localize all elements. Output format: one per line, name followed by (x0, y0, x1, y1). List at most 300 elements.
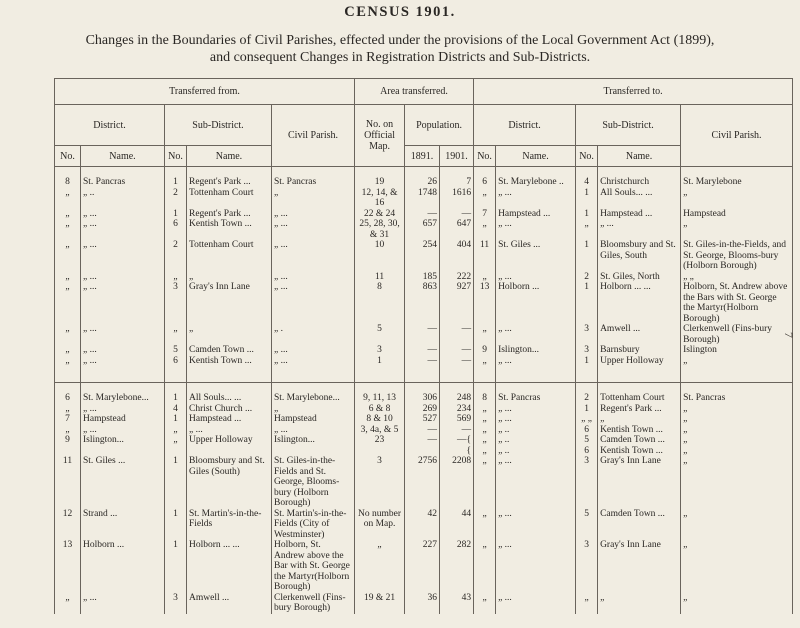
header-no: No. (55, 146, 81, 167)
pop-1891-cell: 657 (405, 219, 440, 240)
to-district-name-cell: „ ... (496, 509, 576, 541)
from-district-name-cell: „ ... (81, 219, 165, 240)
from-district-name-cell: „ ... (81, 272, 165, 283)
to-district-name-cell: „ .. (496, 446, 576, 457)
to-civil-parish-cell: St. Giles-in-the-Fields, and St. George, Blooms-bury (Holborn Borough) (681, 240, 793, 272)
from-district-no-cell: „ (55, 240, 81, 272)
from-district-name-cell: „ ... (81, 324, 165, 345)
subtitle-line-1: Changes in the Boundaries of Civil Parishes, effected under the provisions of the Local Government Act (1899), (85, 33, 715, 48)
pop-1901-cell: 222 (440, 272, 474, 283)
from-civil-parish-cell: „ ... (272, 282, 355, 324)
from-district-name-cell: Hampstead (81, 414, 165, 425)
to-subdistrict-no-cell: 1 (576, 188, 598, 209)
map-number-cell: 19 (355, 177, 405, 188)
to-civil-parish-cell: „ (681, 435, 793, 446)
pop-1891-cell: — (405, 435, 440, 446)
to-district-no-cell: 6 (474, 177, 496, 188)
header-to-district: District. (474, 105, 576, 146)
from-subdistrict-name-cell: St. Martin's-in-the-Fields (187, 509, 272, 541)
table-row (55, 240, 793, 272)
from-district-name-cell: „ ... (81, 593, 165, 614)
table-row (55, 209, 793, 220)
to-subdistrict-name-cell: Regent's Park ... (598, 404, 681, 415)
to-district-name-cell: „ ... (496, 219, 576, 240)
map-number-cell: „ (355, 540, 405, 593)
from-subdistrict-no-cell: 1 (165, 456, 187, 509)
to-subdistrict-name-cell: Barnsbury (598, 345, 681, 356)
from-district-no-cell: 8 (55, 177, 81, 188)
to-subdistrict-no-cell: 5 (576, 509, 598, 541)
from-district-name-cell: „ ... (81, 356, 165, 367)
pop-1901-cell: 2208 (440, 456, 474, 509)
table-row (55, 393, 793, 404)
from-civil-parish-cell: „ ... (272, 356, 355, 367)
to-district-no-cell: 9 (474, 345, 496, 356)
from-district-no-cell: „ (55, 345, 81, 356)
to-subdistrict-no-cell: 2 (576, 393, 598, 404)
to-civil-parish-cell: Holborn, St. Andrew above the Bars with St. George the Martyr(Holborn Borough) (681, 282, 793, 324)
from-civil-parish-cell: St. Pancras (272, 177, 355, 188)
to-district-name-cell: „ ... (496, 324, 576, 345)
table-row (55, 509, 793, 541)
to-district-no-cell: „ (474, 324, 496, 345)
page-title: CENSUS 1901. (344, 4, 456, 20)
to-district-name-cell: St. Giles ... (496, 240, 576, 272)
table-row (55, 425, 793, 436)
from-subdistrict-name-cell (187, 446, 272, 457)
subtitle-line-2: and consequent Changes in Registration Districts and Sub-Districts. (209, 50, 591, 65)
to-subdistrict-name-cell: „ (598, 414, 681, 425)
pop-1891-cell (405, 446, 440, 457)
to-civil-parish-cell: „ (681, 188, 793, 209)
table-row (55, 177, 793, 188)
from-civil-parish-cell: Islington... (272, 435, 355, 446)
pop-1901-cell: 44 (440, 509, 474, 541)
to-subdistrict-name-cell: „ ... (598, 219, 681, 240)
pop-1891-cell: 2756 (405, 456, 440, 509)
to-district-no-cell: 13 (474, 282, 496, 324)
header-to-sub-district: Sub-District. (576, 105, 681, 146)
header-from-civil-parish: Civil Parish. (272, 105, 355, 167)
to-civil-parish-cell: „ (681, 456, 793, 509)
table-row (55, 345, 793, 356)
section-1-rows (55, 167, 793, 373)
from-subdistrict-name-cell: Regent's Park ... (187, 177, 272, 188)
from-civil-parish-cell: St. Martin's-in-the-Fields (City of Westminster) (272, 509, 355, 541)
from-subdistrict-no-cell: 1 (165, 177, 187, 188)
from-district-no-cell: „ (55, 209, 81, 220)
to-civil-parish-cell: „ (681, 593, 793, 614)
pop-1901-cell: 927 (440, 282, 474, 324)
map-number-cell: 12, 14, & 16 (355, 188, 405, 209)
from-subdistrict-no-cell: „ (165, 272, 187, 283)
header-name: Name. (187, 146, 272, 167)
to-district-no-cell: „ (474, 414, 496, 425)
from-district-name-cell: „ .. (81, 188, 165, 209)
to-district-name-cell: „ ... (496, 414, 576, 425)
header-to-civil-parish: Civil Parish. (681, 105, 793, 167)
from-subdistrict-name-cell: Regent's Park ... (187, 209, 272, 220)
from-civil-parish-cell (272, 446, 355, 457)
to-subdistrict-name-cell: Holborn ... ... (598, 282, 681, 324)
map-number-cell: 10 (355, 240, 405, 272)
from-district-no-cell: 12 (55, 509, 81, 541)
map-number-cell: 19 & 21 (355, 593, 405, 614)
from-district-name-cell: St. Marylebone... (81, 393, 165, 404)
from-district-name-cell: Holborn ... (81, 540, 165, 593)
pop-1901-cell: —{ (440, 435, 474, 446)
to-district-no-cell: „ (474, 509, 496, 541)
pop-1901-cell: 647 (440, 219, 474, 240)
pop-1891-cell: 863 (405, 282, 440, 324)
table-row (55, 282, 793, 324)
table-row (55, 456, 793, 509)
map-number-cell: 22 & 24 (355, 209, 405, 220)
to-district-name-cell: „ ... (496, 272, 576, 283)
to-civil-parish-cell: St. Pancras (681, 393, 793, 404)
from-subdistrict-name-cell: „ (187, 272, 272, 283)
to-district-no-cell: 8 (474, 393, 496, 404)
to-subdistrict-no-cell: 3 (576, 540, 598, 593)
table-row (55, 414, 793, 425)
from-subdistrict-no-cell: 1 (165, 414, 187, 425)
from-subdistrict-name-cell: Christ Church ... (187, 404, 272, 415)
pop-1901-cell: — (440, 345, 474, 356)
to-subdistrict-no-cell: 3 (576, 345, 598, 356)
from-district-name-cell: Islington... (81, 435, 165, 446)
pop-1901-cell: 282 (440, 540, 474, 593)
to-district-name-cell: „ .. (496, 435, 576, 446)
table-row (55, 540, 793, 593)
header-name: Name. (81, 146, 165, 167)
from-subdistrict-name-cell: Tottenham Court (187, 188, 272, 209)
header-no: No. (165, 146, 187, 167)
header-name: Name. (496, 146, 576, 167)
from-subdistrict-no-cell: 4 (165, 404, 187, 415)
pop-1891-cell: 1748 (405, 188, 440, 209)
from-subdistrict-name-cell: Holborn ... ... (187, 540, 272, 593)
from-district-no-cell: 9 (55, 435, 81, 446)
from-subdistrict-no-cell: „ (165, 435, 187, 446)
pop-1891-cell: — (405, 209, 440, 220)
to-district-no-cell: „ (474, 593, 496, 614)
to-civil-parish-cell: „ (681, 446, 793, 457)
to-subdistrict-name-cell: St. Giles, North (598, 272, 681, 283)
pop-1901-cell: { (440, 446, 474, 457)
map-number-cell: 6 & 8 (355, 404, 405, 415)
to-subdistrict-name-cell: „ (598, 593, 681, 614)
header-population: Population. (405, 105, 474, 146)
from-subdistrict-no-cell: 2 (165, 240, 187, 272)
from-district-no-cell (55, 446, 81, 457)
pop-1901-cell: — (440, 356, 474, 367)
from-subdistrict-no-cell: 1 (165, 393, 187, 404)
map-number-cell: 3 (355, 345, 405, 356)
section-2-rows (55, 372, 793, 614)
pop-1891-cell: — (405, 324, 440, 345)
from-subdistrict-name-cell: „ ... (187, 425, 272, 436)
to-subdistrict-no-cell: 1 (576, 356, 598, 367)
to-civil-parish-cell: „ (681, 219, 793, 240)
pop-1891-cell: — (405, 425, 440, 436)
map-number-cell: 23 (355, 435, 405, 446)
to-subdistrict-no-cell: 1 (576, 282, 598, 324)
pop-1901-cell: 1616 (440, 188, 474, 209)
to-subdistrict-no-cell: 1 (576, 209, 598, 220)
from-district-no-cell: 11 (55, 456, 81, 509)
from-subdistrict-no-cell: 6 (165, 356, 187, 367)
from-district-no-cell: „ (55, 219, 81, 240)
to-district-no-cell: „ (474, 219, 496, 240)
table-row (55, 435, 793, 446)
pop-1891-cell: 42 (405, 509, 440, 541)
margin-mark: 7 (782, 332, 796, 338)
from-subdistrict-no-cell: 3 (165, 593, 187, 614)
from-district-name-cell: „ ... (81, 425, 165, 436)
to-subdistrict-no-cell: „ (576, 593, 598, 614)
map-number-cell: 1 (355, 356, 405, 367)
to-district-no-cell: „ (474, 188, 496, 209)
from-district-no-cell: „ (55, 188, 81, 209)
from-district-no-cell: „ (55, 356, 81, 367)
header-from-district: District. (55, 105, 165, 146)
header-transferred-from: Transferred from. (55, 79, 355, 105)
from-subdistrict-name-cell: Kentish Town ... (187, 219, 272, 240)
from-district-name-cell: „ ... (81, 404, 165, 415)
pop-1891-cell: — (405, 356, 440, 367)
to-civil-parish-cell: St. Marylebone (681, 177, 793, 188)
from-subdistrict-name-cell: Amwell ... (187, 593, 272, 614)
from-civil-parish-cell: Holborn, St. Andrew above the Bar with St. George the Martyr(Holborn Borough) (272, 540, 355, 593)
to-civil-parish-cell: Clerkenwell (Fins-bury Borough) (681, 324, 793, 345)
from-civil-parish-cell: „ (272, 404, 355, 415)
to-district-name-cell: St. Marylebone .. (496, 177, 576, 188)
from-district-name-cell: Strand ... (81, 509, 165, 541)
from-subdistrict-name-cell: „ (187, 324, 272, 345)
pop-1901-cell: 43 (440, 593, 474, 614)
to-civil-parish-cell: Islington (681, 345, 793, 356)
from-civil-parish-cell: „ ... (272, 219, 355, 240)
from-civil-parish-cell: „ (272, 188, 355, 209)
from-district-name-cell: „ ... (81, 345, 165, 356)
to-district-no-cell: „ (474, 456, 496, 509)
table-row (55, 324, 793, 345)
pop-1891-cell: 269 (405, 404, 440, 415)
to-civil-parish-cell: „ (681, 425, 793, 436)
from-subdistrict-no-cell: 6 (165, 219, 187, 240)
from-district-name-cell: St. Giles ... (81, 456, 165, 509)
to-subdistrict-name-cell: Upper Holloway (598, 356, 681, 367)
to-subdistrict-no-cell: 3 (576, 456, 598, 509)
map-number-cell: 3, 4a, & 5 (355, 425, 405, 436)
to-subdistrict-no-cell: 4 (576, 177, 598, 188)
to-subdistrict-name-cell: Gray's Inn Lane (598, 540, 681, 593)
map-number-cell: 3 (355, 456, 405, 509)
from-subdistrict-name-cell: Tottenham Court (187, 240, 272, 272)
to-district-name-cell: „ ... (496, 356, 576, 367)
to-district-no-cell: 11 (474, 240, 496, 272)
pop-1901-cell: 404 (440, 240, 474, 272)
from-subdistrict-name-cell: Hampstead ... (187, 414, 272, 425)
to-subdistrict-name-cell: Tottenham Court (598, 393, 681, 404)
to-subdistrict-name-cell: Hampstead ... (598, 209, 681, 220)
from-district-no-cell: „ (55, 593, 81, 614)
to-district-name-cell: „ ... (496, 593, 576, 614)
from-district-name-cell: „ ... (81, 240, 165, 272)
to-district-name-cell: Holborn ... (496, 282, 576, 324)
pop-1901-cell: 7 (440, 177, 474, 188)
to-district-no-cell: „ (474, 404, 496, 415)
from-subdistrict-no-cell: 1 (165, 540, 187, 593)
to-subdistrict-no-cell: 6 (576, 425, 598, 436)
from-civil-parish-cell: „ ... (272, 345, 355, 356)
from-subdistrict-no-cell: „ (165, 324, 187, 345)
from-district-no-cell: „ (55, 272, 81, 283)
to-district-no-cell: „ (474, 356, 496, 367)
table-row (55, 272, 793, 283)
table-row (55, 188, 793, 209)
header-1901: 1901. (440, 146, 474, 167)
from-district-name-cell (81, 446, 165, 457)
to-subdistrict-no-cell: „ „ (576, 414, 598, 425)
to-subdistrict-name-cell: Amwell ... (598, 324, 681, 345)
from-subdistrict-name-cell: Upper Holloway (187, 435, 272, 446)
table-row (55, 404, 793, 415)
header-name: Name. (598, 146, 681, 167)
to-subdistrict-no-cell: 2 (576, 272, 598, 283)
table-row (55, 593, 793, 614)
pop-1901-cell: — (440, 324, 474, 345)
to-subdistrict-no-cell: 1 (576, 404, 598, 415)
to-subdistrict-name-cell: Kentish Town ... (598, 425, 681, 436)
from-district-no-cell: „ (55, 282, 81, 324)
to-district-name-cell: St. Pancras (496, 393, 576, 404)
to-subdistrict-name-cell: Gray's Inn Lane (598, 456, 681, 509)
to-subdistrict-no-cell: 1 (576, 240, 598, 272)
from-district-no-cell: 6 (55, 393, 81, 404)
from-subdistrict-name-cell: Gray's Inn Lane (187, 282, 272, 324)
header-1891: 1891. (405, 146, 440, 167)
from-subdistrict-no-cell (165, 446, 187, 457)
from-district-no-cell: „ (55, 324, 81, 345)
pop-1901-cell: 569 (440, 414, 474, 425)
pop-1891-cell: — (405, 345, 440, 356)
from-subdistrict-no-cell: 1 (165, 209, 187, 220)
to-civil-parish-cell: „ (681, 414, 793, 425)
pop-1901-cell: — (440, 425, 474, 436)
pop-1891-cell: 36 (405, 593, 440, 614)
from-civil-parish-cell: St. Giles-in-the-Fields and St. George, Blooms-bury (Holborn Borough) (272, 456, 355, 509)
to-civil-parish-cell: „ (681, 356, 793, 367)
from-district-no-cell: „ (55, 404, 81, 415)
from-district-no-cell: 13 (55, 540, 81, 593)
header-no: No. (576, 146, 598, 167)
to-district-name-cell: „ ... (496, 188, 576, 209)
map-number-cell: 5 (355, 324, 405, 345)
from-civil-parish-cell: St. Marylebone... (272, 393, 355, 404)
table-row (55, 446, 793, 457)
header-from-sub-district: Sub-District. (165, 105, 272, 146)
map-number-cell: 25, 28, 30, & 31 (355, 219, 405, 240)
pop-1891-cell: 254 (405, 240, 440, 272)
map-number-cell: 8 (355, 282, 405, 324)
to-subdistrict-name-cell: Bloomsbury and St. Giles, South (598, 240, 681, 272)
to-subdistrict-name-cell: Kentish Town ... (598, 446, 681, 457)
to-civil-parish-cell: „ (681, 404, 793, 415)
to-subdistrict-no-cell: 3 (576, 324, 598, 345)
map-number-cell: 11 (355, 272, 405, 283)
table-row (55, 356, 793, 367)
from-subdistrict-name-cell: All Souls... ... (187, 393, 272, 404)
to-civil-parish-cell: „ „ (681, 272, 793, 283)
from-civil-parish-cell: „ ... (272, 209, 355, 220)
to-subdistrict-name-cell: Camden Town ... (598, 435, 681, 446)
to-civil-parish-cell: Hampstead (681, 209, 793, 220)
to-civil-parish-cell: „ (681, 509, 793, 541)
from-subdistrict-name-cell: Camden Town ... (187, 345, 272, 356)
to-district-no-cell: 7 (474, 209, 496, 220)
pop-1891-cell: 185 (405, 272, 440, 283)
to-subdistrict-name-cell: Christchurch (598, 177, 681, 188)
map-number-cell: 8 & 10 (355, 414, 405, 425)
header-area-transferred: Area transferred. (355, 79, 474, 105)
to-district-no-cell: „ (474, 272, 496, 283)
from-district-no-cell: 7 (55, 414, 81, 425)
table-row (55, 219, 793, 240)
to-district-no-cell: „ (474, 435, 496, 446)
pop-1891-cell: 26 (405, 177, 440, 188)
pop-1891-cell: 527 (405, 414, 440, 425)
header-transferred-to: Transferred to. (474, 79, 793, 105)
from-district-name-cell: „ ... (81, 282, 165, 324)
from-subdistrict-no-cell: 3 (165, 282, 187, 324)
to-district-name-cell: „ ... (496, 404, 576, 415)
from-civil-parish-cell: „ ... (272, 272, 355, 283)
pop-1891-cell: 227 (405, 540, 440, 593)
boundary-changes-table (54, 78, 793, 614)
map-number-cell: 9, 11, 13 (355, 393, 405, 404)
to-subdistrict-name-cell: Camden Town ... (598, 509, 681, 541)
pop-1901-cell: — (440, 209, 474, 220)
map-number-cell: No number on Map. (355, 509, 405, 541)
header-map-number: No. on Official Map. (355, 105, 405, 167)
to-subdistrict-no-cell: 6 (576, 446, 598, 457)
from-subdistrict-no-cell: 5 (165, 345, 187, 356)
from-subdistrict-name-cell: Kentish Town ... (187, 356, 272, 367)
map-number-cell (355, 446, 405, 457)
to-district-name-cell: Hampstead ... (496, 209, 576, 220)
to-district-no-cell: „ (474, 446, 496, 457)
to-civil-parish-cell: „ (681, 540, 793, 593)
from-civil-parish-cell: „ ... (272, 240, 355, 272)
from-subdistrict-no-cell: 2 (165, 188, 187, 209)
to-subdistrict-no-cell: 5 (576, 435, 598, 446)
header-no: No. (474, 146, 496, 167)
to-subdistrict-name-cell: All Souls... ... (598, 188, 681, 209)
from-subdistrict-no-cell: „ (165, 425, 187, 436)
to-subdistrict-no-cell: „ (576, 219, 598, 240)
from-subdistrict-name-cell: Bloomsbury and St. Giles (South) (187, 456, 272, 509)
to-district-name-cell: „ .. (496, 425, 576, 436)
to-district-name-cell: „ ... (496, 540, 576, 593)
to-district-name-cell: Islington... (496, 345, 576, 356)
from-civil-parish-cell: „ ... (272, 425, 355, 436)
to-district-name-cell: „ ... (496, 456, 576, 509)
from-subdistrict-no-cell: 1 (165, 509, 187, 541)
to-district-no-cell: „ (474, 425, 496, 436)
to-district-no-cell: „ (474, 540, 496, 593)
from-civil-parish-cell: Clerkenwell (Fins-bury Borough) (272, 593, 355, 614)
